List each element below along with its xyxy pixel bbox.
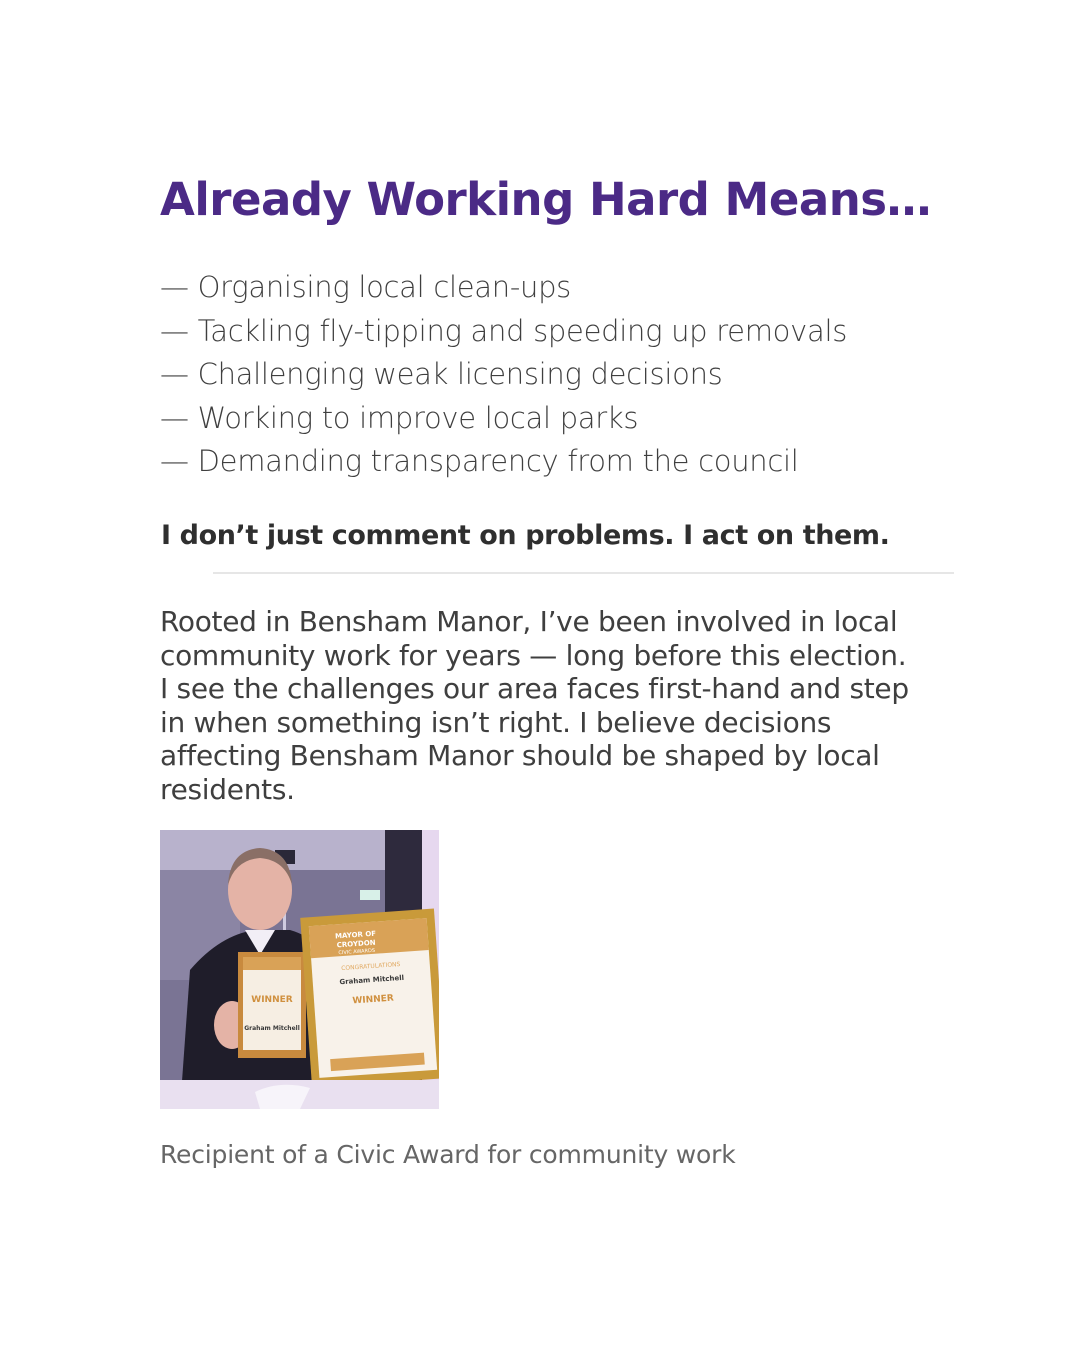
section-divider — [213, 572, 954, 574]
list-item: — Organising local clean-ups — [160, 270, 571, 304]
list-item: — Tackling fly-tipping and speeding up removals — [160, 313, 848, 348]
bio-paragraph: Rooted in Bensham Manor, I’ve been involved in local community work for years — long before this election. I see the challenges our area faces first-hand and step in when something isn’t right. I believe decisions affecting Bensham Manor should be shaped by local residents. — [160, 605, 909, 806]
list-item: — Challenging weak licensing decisions — [160, 357, 723, 392]
svg-text:CONGRATULATIONS: CONGRATULATIONS — [341, 961, 401, 973]
award-photo — [160, 830, 439, 1109]
award-photo-illustration — [160, 830, 439, 1109]
svg-text:MAYOR OF: MAYOR OF — [334, 929, 377, 941]
photo-caption: Recipient of a Civic Award for community work — [160, 1140, 736, 1169]
tagline: I don’t just comment on problems. I act on them. — [161, 520, 890, 551]
list-item: — Working to improve local parks — [160, 400, 639, 435]
list-item: — Demanding transparency from the council — [160, 444, 799, 479]
svg-text:CIVIC AWARDS: CIVIC AWARDS — [338, 947, 376, 957]
svg-text:CROYDON: CROYDON — [336, 938, 376, 950]
achievements-list — [160, 266, 847, 484]
svg-text:WINNER: WINNER — [251, 995, 293, 1005]
svg-text:Graham Mitchell: Graham Mitchell — [339, 973, 405, 987]
svg-text:Graham Mitchell: Graham Mitchell — [244, 1025, 300, 1032]
svg-text:WINNER: WINNER — [352, 993, 395, 1007]
page-heading: Already Working Hard Means… — [160, 173, 932, 226]
